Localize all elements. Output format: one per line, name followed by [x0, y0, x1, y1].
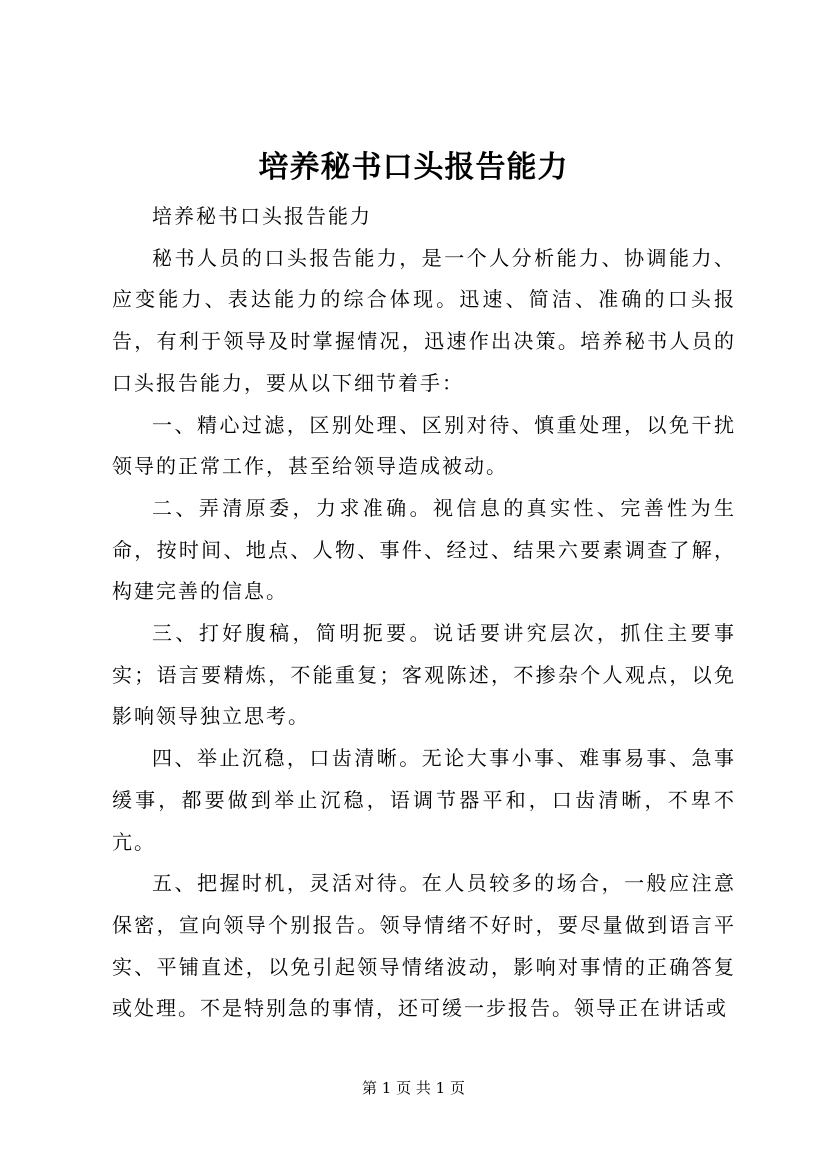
paragraph-point-2: 二、弄清原委，力求准确。视信息的真实性、完善性为生命，按时间、地点、人物、事件、经过、结果六要素调查了解，构建完善的信息。 [112, 495, 736, 604]
paragraph-intro: 秘书人员的口头报告能力，是一个人分析能力、协调能力、应变能力、表达能力的综合体现。迅速、简洁、准确的口头报告，有利于领导及时掌握情况，迅速作出决策。培养秘书人员的口头报告能力，要从以下细节着手： [112, 245, 736, 395]
paragraph-point-3: 三、打好腹稿，简明扼要。说话要讲究层次，抓住主要事实；语言要精炼，不能重复；客观陈述，不掺杂个人观点，以免影响领导独立思考。 [112, 621, 736, 729]
paragraph-point-5: 五、把握时机，灵活对待。在人员较多的场合，一般应注意保密，宣向领导个别报告。领导情绪不好时，要尽量做到语言平实、平铺直述，以免引起领导情绪波动，影响对事情的正确答复或处理。不是特别急的事情，还可缓一步报告。领导正在讲话或 [112, 871, 736, 1021]
paragraph-subtitle: 培养秘书口头报告能力 [152, 204, 372, 228]
document-title: 培养秘书口头报告能力 [258, 150, 569, 185]
paragraph-point-4: 四、举止沉稳，口齿清晰。无论大事小事、难事易事、急事缓事，都要做到举止沉稳，语调节器平和，口齿清晰，不卑不亢。 [112, 746, 736, 854]
paragraph-point-1: 一、精心过滤，区别处理、区别对待、慎重处理，以免干扰领导的正常工作，甚至给领导造成被动。 [112, 412, 736, 479]
document-body [112, 196, 736, 1030]
page-footer: 第 1 页 共 1 页 [362, 1079, 465, 1097]
